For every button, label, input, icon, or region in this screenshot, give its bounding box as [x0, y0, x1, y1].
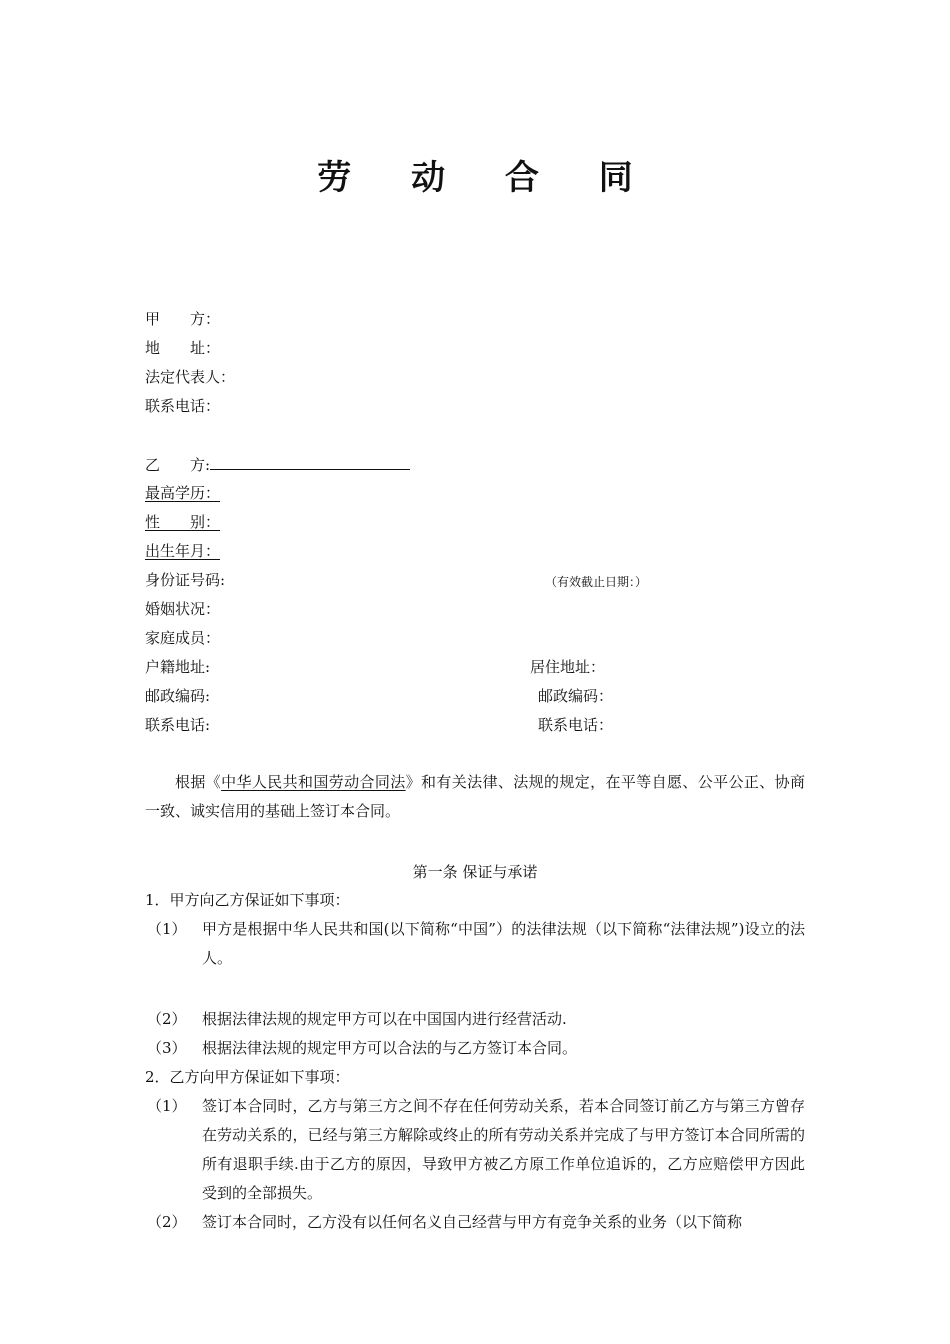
- section-1-item-2: [145, 1005, 805, 1034]
- party-b-birth-label: 出生年月：: [145, 542, 221, 560]
- party-b-gender-label: 性 别：: [145, 513, 221, 531]
- party-b-name-row: [145, 454, 410, 475]
- party-a-phone-label: 联系电话：: [145, 397, 221, 415]
- item-text: 甲方是根据中华人民共和国(以下简称“中国”）的法律法规（以下简称“法律法规”)设立的法人。: [202, 920, 805, 967]
- item-text: 根据法律法规的规定甲方可以合法的与乙方签订本合同。: [202, 1039, 578, 1057]
- party-b-residence-address-label: 居住地址：: [530, 658, 606, 676]
- party-b-id-label: 身份证号码:: [145, 571, 226, 589]
- document-title: 劳 动 合 同: [317, 158, 657, 198]
- party-b-household-address-label: 户籍地址:: [145, 658, 211, 676]
- party-a-address-label: 地 址：: [145, 339, 221, 357]
- item-number: （2）: [147, 1010, 187, 1028]
- section-1-item-3: [145, 1034, 805, 1063]
- item-number: （3）: [147, 1039, 187, 1057]
- article-1-heading: 第一条 保证与承诺: [412, 863, 538, 881]
- party-a-legal-rep-label: 法定代表人：: [145, 368, 236, 386]
- item-text: 根据法律法规的规定甲方可以在中国国内进行经营活动.: [202, 1010, 567, 1028]
- labor-law-name: 中华人民共和国劳动合同法: [221, 773, 406, 791]
- party-b-phone-label-right: 联系电话：: [538, 716, 614, 734]
- item-text: 签订本合同时，乙方没有以任何名义自己经营与甲方有竞争关系的业务（以下简称: [202, 1213, 743, 1231]
- section-2-item-1: [145, 1092, 805, 1208]
- party-b-phone-label-left: 联系电话:: [145, 716, 211, 734]
- preamble-suffix: 》和有关法律、法规的规定，在平等自愿、公平公正、协商一致、诚实信用的基础上签订本合同。: [145, 773, 805, 820]
- party-b-name-label: 乙 方:: [145, 456, 211, 474]
- item-number: （1）: [147, 920, 187, 938]
- preamble-paragraph: [145, 768, 805, 826]
- party-b-education-label: 最高学历：: [145, 484, 221, 502]
- preamble-prefix: 根据《: [175, 773, 222, 791]
- item-text: 签订本合同时，乙方与第三方之间不存在任何劳动关系，若本合同签订前乙方与第三方曾存在劳动关系的，已经与第三方解除或终止的所有劳动关系并完成了与甲方签订本合同所需的所有退职手续.由于乙方的原因，导致甲方被乙方原工作单位追诉的，乙方应赔偿甲方因此受到的全部损失。: [202, 1097, 805, 1202]
- section-1-title-text: 1．甲方向乙方保证如下事项：: [145, 891, 350, 909]
- party-b-postcode-label-right: 邮政编码：: [538, 687, 614, 705]
- party-b-marital-label: 婚姻状况：: [145, 600, 221, 618]
- section-2-item-2: [145, 1208, 805, 1237]
- party-b-name-blank: [210, 454, 410, 470]
- section-1-title: [145, 886, 805, 915]
- section-1-item-1: [145, 915, 805, 973]
- party-b-postcode-label-left: 邮政编码:: [145, 687, 211, 705]
- party-b-id-expiry-note: （有效截止日期：）: [545, 575, 648, 589]
- item-number: （2）: [147, 1213, 187, 1231]
- item-number: （1）: [147, 1097, 187, 1115]
- section-2-title-text: 2．乙方向甲方保证如下事项：: [145, 1068, 350, 1086]
- party-b-family-label: 家庭成员：: [145, 629, 221, 647]
- party-a-name-label: 甲 方：: [145, 310, 221, 328]
- section-2-title: [145, 1063, 805, 1092]
